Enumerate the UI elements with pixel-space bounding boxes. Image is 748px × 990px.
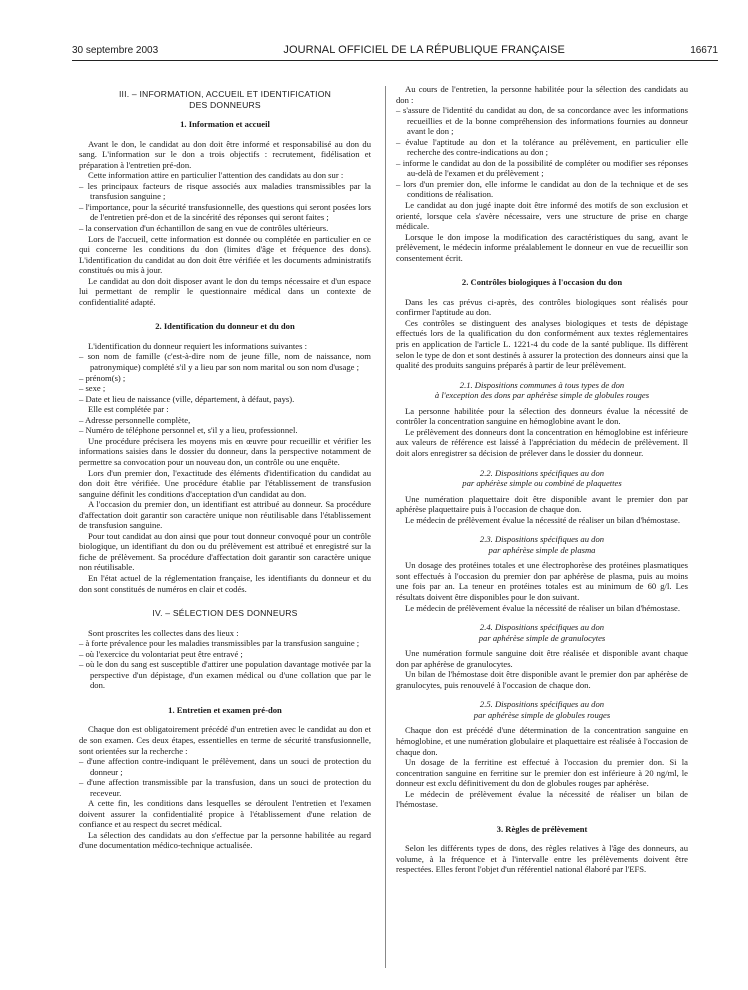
list-item: – lors d'un premier don, elle informe le candidat au don de la technique et de ses conditions de réalisation. bbox=[396, 179, 688, 200]
paragraph: A cette fin, les conditions dans lesquelles se déroulent l'entretien et l'examen doivent assurer la confidentialité propice à l'établissement d'une relation de confiance et au respect du secret médical. bbox=[79, 798, 371, 830]
paragraph: Le médecin de prélèvement évalue la nécessité de réaliser un bilan d'hémostase. bbox=[405, 602, 680, 613]
paragraph: Chaque don est obligatoirement précédé d'un entretien avec le candidat au don et de son examen. Ces deux étapes, essentielles en terme de sécurité transfusionnelle, sont orientées sur la recherche : bbox=[79, 724, 371, 756]
paragraph: Le prélèvement des donneurs dont la concentration en hémoglobine est inférieure aux valeurs de référence est laissé à l'appréciation du médecin de prélèvement. Il doit alors enregistrer sa décision de prélever dans le dossier du donneur. bbox=[396, 426, 688, 458]
header-journal-title: JOURNAL OFFICIEL DE LA RÉPUBLIQUE FRANÇAISE bbox=[283, 44, 565, 56]
paragraph: Pour tout candidat au don ainsi que pour tout donneur convoqué pour un contrôle biologique, un identifiant du don ou du prélèvement est attribué et enregistré sur la fiche de prélèvement. Sa procédure d'affectation doit garantir son caractère unique non réutilisable. bbox=[79, 530, 371, 573]
paragraph: Une numération formule sanguine doit être réalisée et disponible avant chaque don par aphérèse de granulocytes. bbox=[396, 648, 688, 669]
list-item: – l'importance, pour la sécurité transfusionnelle, des questions qui seront posées lors de l'entretien pré-don et de la sincérité des réponses qui seront faites ; bbox=[79, 202, 371, 223]
subsection-heading: 3. Règles de prélèvement bbox=[496, 823, 588, 834]
list-item: – informe le candidat au don de la possibilité de compléter ou modifier ses réponses au-delà de l'examen et du prélèvement ; bbox=[396, 158, 688, 179]
list-item: – à forte prévalence pour les maladies transmissibles par la transfusion sanguine ; bbox=[79, 638, 371, 649]
bullet-list bbox=[79, 351, 371, 404]
paragraph: Elle est complétée par : bbox=[88, 404, 169, 415]
paragraph: Cette information attire en particulier l'attention des candidats au don sur : bbox=[88, 170, 344, 181]
subheading: 2.1. Dispositions communes à tous types de don bbox=[459, 379, 625, 390]
subheading-cont: par aphérèse simple ou combiné de plaquettes bbox=[462, 478, 622, 489]
paragraph: Le médecin de prélèvement évalue la nécessité de réaliser un bilan de l'hémostase. bbox=[396, 788, 688, 810]
list-item: – Date et lieu de naissance (ville, département, à défaut, pays). bbox=[79, 394, 371, 405]
bullet-list bbox=[79, 756, 371, 798]
paragraph: Selon les différents types de dons, des règles relatives à l'âge des donneurs, au volume, à la fréquence et à l'intervalle entre les prélèvements doivent être respectées. Elles feront l'objet d'un référentiel national élaboré par l'EFS. bbox=[396, 843, 688, 875]
subsection-heading: 2. Contrôles biologiques à l'occasion du don bbox=[461, 277, 623, 288]
subheading: 2.2. Dispositions spécifiques au don bbox=[479, 467, 605, 478]
bullet-list bbox=[79, 181, 371, 234]
paragraph: En l'état actuel de la réglementation française, les identifiants du donneur et du don sont constitués de numéros en clair et codés. bbox=[79, 572, 371, 594]
paragraph: Le candidat au don jugé inapte doit être informé des motifs de son exclusion et orienté, lorsque cela s'avère nécessaire, vers une structure de prise en charge médicale. bbox=[396, 200, 688, 232]
paragraph: Lorsque le don impose la modification des caractéristiques du sang, avant le prélèvement, le médecin informe préalablement le donneur en vue de recueillir son consentement écrit. bbox=[396, 231, 688, 263]
subheading-cont: par aphérèse simple de granulocytes bbox=[478, 632, 606, 643]
subsection-heading: 2. Identification du donneur et du don bbox=[155, 321, 295, 332]
right-column bbox=[396, 84, 688, 875]
section-heading-cont: DES DONNEURS bbox=[189, 99, 261, 110]
bullet-list bbox=[79, 415, 371, 436]
subheading-cont: par aphérèse simple de globules rouges bbox=[473, 709, 611, 720]
list-item: – les principaux facteurs de risque associés aux maladies transmissibles par la transfusion sanguine ; bbox=[79, 181, 371, 202]
list-item: – où l'exercice du volontariat peut être entravé ; bbox=[79, 649, 371, 660]
paragraph: Dans les cas prévus ci-après, des contrôles biologiques sont réalisés pour confirmer l'aptitude au don. bbox=[396, 296, 688, 318]
subheading: 2.4. Dispositions spécifiques au don bbox=[479, 622, 605, 633]
list-item: – évalue l'aptitude au don et la tolérance au prélèvement, en particulier elle recherche des contre-indications au don ; bbox=[396, 137, 688, 158]
bullet-list bbox=[396, 105, 688, 200]
paragraph: Une numération plaquettaire doit être disponible avant le premier don par aphérèse plaquettaire puis à l'occasion de chaque don. bbox=[396, 493, 688, 515]
header-rule bbox=[72, 60, 718, 61]
list-item: – Numéro de téléphone personnel et, s'il y a lieu, professionnel. bbox=[79, 425, 371, 436]
paragraph: La sélection des candidats au don s'effectue par la personne habilitée au regard d'une documentation médico-technique actualisée. bbox=[79, 829, 371, 851]
list-item: – Adresse personnelle complète, bbox=[79, 415, 371, 426]
paragraph: Le candidat au don doit disposer avant le don du temps nécessaire et d'un espace lui permettant de remplir le questionnaire médical dans un contexte de confidentialité adapté. bbox=[79, 275, 371, 307]
list-item: – son nom de famille (c'est-à-dire nom de jeune fille, nom de naissance, nom patronymique) complété s'il y a lieu par son nom marital ou son nom d'usage ; bbox=[79, 351, 371, 372]
paragraph: Un dosage de la ferritine est effectué à l'occasion du premier don. Si la concentration sanguine en ferritine sur le premier don est inférieure à 20 ng/ml, le donneur est exclu définitivement du don de globules rouges par aphérèse. bbox=[396, 757, 688, 789]
paragraph: Sont proscrites les collectes dans des lieux : bbox=[88, 627, 239, 638]
paragraph: A l'occasion du premier don, un identifiant est attribué au donneur. Sa procédure d'affectation doit garantir son caractère unique non réutilisable dans l'établissement de transfusion sanguine. bbox=[79, 499, 371, 531]
page-header bbox=[72, 38, 718, 56]
subheading: 2.5. Dispositions spécifiques au don bbox=[479, 699, 605, 710]
header-page-number: 16671 bbox=[690, 45, 718, 56]
left-column bbox=[79, 84, 371, 851]
list-item: – d'une affection contre-indiquant le prélèvement, dans un souci de protection du donneur ; bbox=[79, 756, 371, 777]
section-heading: III. – INFORMATION, ACCUEIL ET IDENTIFICATION bbox=[118, 89, 332, 99]
paragraph: Une procédure précisera les moyens mis en œuvre pour recueillir et vérifier les informations saisies dans le dossier du donneur, dans la perspective notamment de permettre sa convocation pour un nouveau don, un contrôle ou une enquête. bbox=[79, 435, 371, 467]
list-item: – prénom(s) ; bbox=[79, 373, 371, 384]
paragraph: Au cours de l'entretien, la personne habilitée pour la sélection des candidats au don : bbox=[396, 84, 688, 105]
list-item: – sexe ; bbox=[79, 383, 371, 394]
paragraph: Lors de l'accueil, cette information est donnée ou complétée en particulier en ce qui concerne les conditions du don (limites d'âge et fréquence des dons). L'identification du candidat au don doit être vérifiée et les documents administratifs constitués ou mis à jour. bbox=[79, 233, 371, 276]
paragraph: Avant le don, le candidat au don doit être informé et responsabilisé au don du sang. L'information sur le don a trois objectifs : recrutement, fidélisation et préparation à l'entretien pré-don. bbox=[79, 138, 371, 170]
subsection-heading: 1. Entretien et examen pré-don bbox=[168, 704, 282, 715]
subheading-cont: à l'exception des dons par aphérèse simple de globules rouges bbox=[434, 390, 650, 401]
paragraph: Ces contrôles se distinguent des analyses biologiques et tests de dépistage effectués lors de la qualification du don conformément aux textes réglementaires pris en application de l'article L. 1221-4 du code de la santé publique. Ils diffèrent selon le type de don et sont destinés à assurer la protection des donneurs ainsi que la qualité des produits sanguins préparés à partir de leur prélèvement. bbox=[396, 317, 688, 371]
paragraph: La personne habilitée pour la sélection des donneurs évalue la nécessité de contrôler la concentration sanguine en hémoglobine avant le don. bbox=[396, 405, 688, 427]
section-heading: IV. – SÉLECTION DES DONNEURS bbox=[152, 608, 298, 619]
subsection-heading: 1. Information et accueil bbox=[180, 119, 270, 130]
list-item: – où le don du sang est susceptible d'attirer une population davantage motivée par la perspective d'un dépistage, d'un examen médical ou d'une collation que par le don. bbox=[79, 659, 371, 691]
column-divider bbox=[385, 86, 386, 968]
paragraph: L'identification du donneur requiert les informations suivantes : bbox=[88, 340, 307, 351]
list-item: – la conservation d'un échantillon de sang en vue de contrôles ultérieurs. bbox=[79, 223, 371, 234]
list-item: – d'une affection transmissible par la transfusion, dans un souci de protection du receveur. bbox=[79, 777, 371, 798]
paragraph: Un dosage des protéines totales et une électrophorèse des protéines plasmatiques sont effectués à l'occasion du premier don par aphérèse de plasma, puis au moins une fois par an. La teneur en protéines totales est au minimum de 60 g/l. Les résultats doivent être disponibles pour le don suivant. bbox=[396, 560, 688, 602]
list-item: – s'assure de l'identité du candidat au don, de sa concordance avec les informations recueillies et de la bonne compréhension des informations fournies au donneur avant le don ; bbox=[396, 105, 688, 137]
paragraph: Le médecin de prélèvement évalue la nécessité de réaliser un bilan d'hémostase. bbox=[405, 514, 680, 525]
header-date: 30 septembre 2003 bbox=[72, 45, 159, 56]
paragraph: Un bilan de l'hémostase doit être disponible avant le premier don par aphérèse de granulocytes, puis renouvelé à l'occasion de chaque don. bbox=[396, 669, 688, 690]
paragraph: Chaque don est précédé d'une détermination de la concentration sanguine en hémoglobine, et une numération globulaire et plaquettaire est réalisée à l'occasion de chaque don. bbox=[396, 725, 688, 757]
paragraph: Lors d'un premier don, l'exactitude des éléments d'identification du candidat au don doit être vérifiée. Une procédure établie par l'établissement de transfusion sanguine définit les conditions d'acceptation d'un candidat au don. bbox=[79, 467, 371, 499]
subheading: 2.3. Dispositions spécifiques au don bbox=[479, 534, 605, 545]
subheading-cont: par aphérèse simple de plasma bbox=[488, 544, 596, 555]
bullet-list bbox=[79, 638, 371, 691]
